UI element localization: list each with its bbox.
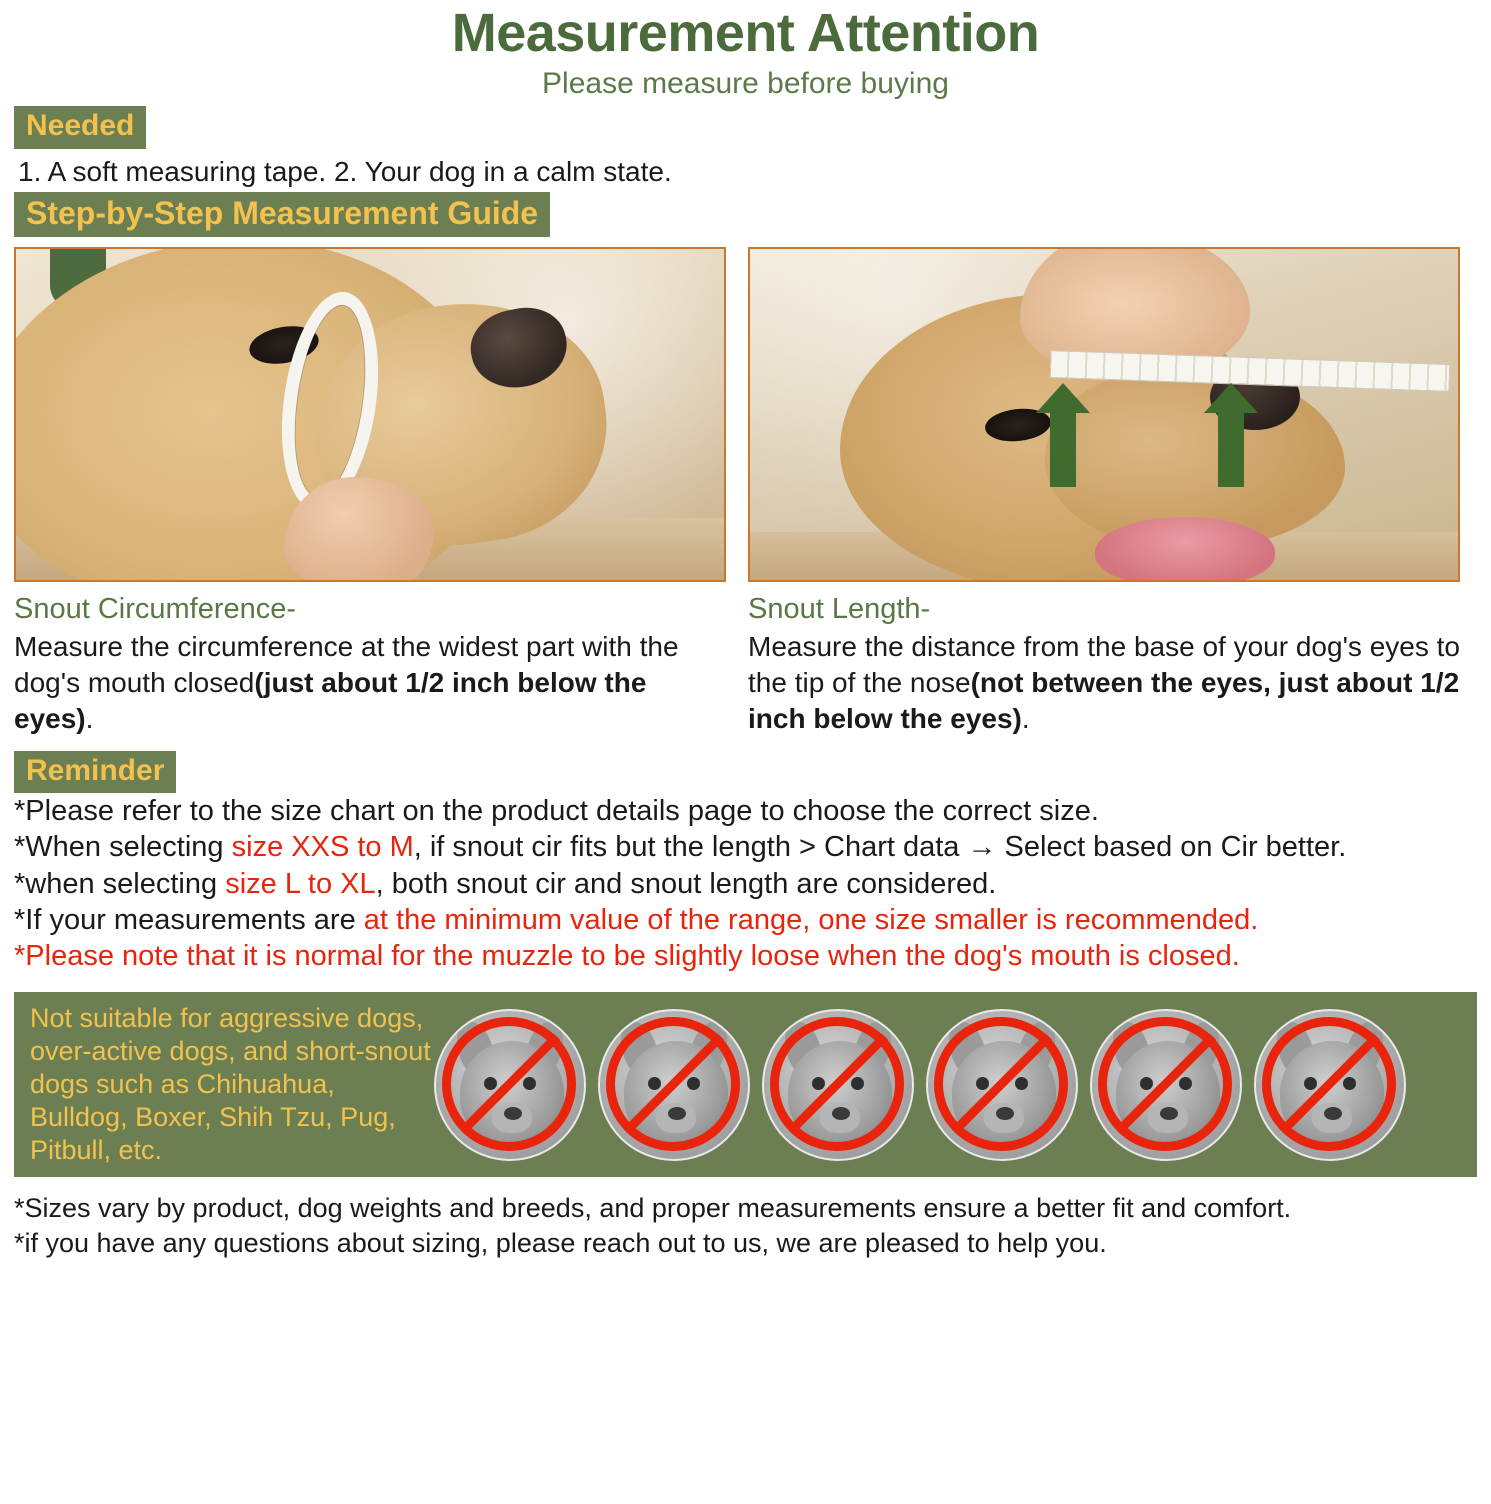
footer-line-1: *Sizes vary by product, dog weights and breeds, and proper measurements ensure a better fit and comfort. xyxy=(14,1193,1292,1224)
reminder-tag: Reminder xyxy=(14,751,176,794)
not-suitable-icons xyxy=(434,1009,1406,1161)
dog-tongue-shape xyxy=(1095,517,1275,582)
prohibition-icon xyxy=(770,1017,904,1151)
reminder-line-4 xyxy=(14,902,1477,938)
needed-section xyxy=(14,106,1477,188)
guide-tag: Step-by-Step Measurement Guide xyxy=(14,192,550,237)
reminder-line-4-a: *If your measurements are xyxy=(14,903,364,936)
page-title: Measurement Attention xyxy=(451,3,1040,63)
prohibition-icon xyxy=(934,1017,1068,1151)
caption-text-part1: Measure the distance from the base of your dog's eyes to the tip of the nose xyxy=(748,631,1460,698)
caption-text-part1: Measure the circumference at the widest part with the dog's mouth closed xyxy=(14,631,679,698)
caption-title-circumference: Snout Circumference- xyxy=(14,593,297,626)
reminder-line-1: *Please refer to the size chart on the product details page to choose the correct size. xyxy=(14,795,1099,828)
needed-tag: Needed xyxy=(14,106,146,149)
panel-snout-length xyxy=(748,247,1460,736)
prohibition-icon xyxy=(1098,1017,1232,1151)
reminder-line-5: *Please note that it is normal for the muzzle to be slightly loose when the dog's mouth is closed. xyxy=(14,940,1240,973)
not-suitable-text: Not suitable for aggressive dogs, over-active dogs, and short-snout dogs such as Chihuahua, Bulldog, Boxer, Shih Tzu, Pug, Pitbull, etc. xyxy=(30,1003,431,1166)
no-yorkie-icon xyxy=(598,1009,750,1161)
reminder-line-3-a: *when selecting xyxy=(14,867,226,900)
measurement-guide-page xyxy=(0,4,1491,1504)
no-bulldog-icon xyxy=(926,1009,1078,1161)
caption-text-part2: . xyxy=(1021,702,1030,734)
footer-line-2: *if you have any questions about sizing, please reach out to us, we are pleased to help you. xyxy=(14,1227,1107,1258)
page-subtitle: Please measure before buying xyxy=(542,67,949,101)
needed-text: 1. A soft measuring tape. 2. Your dog in a calm state. xyxy=(18,155,672,187)
no-french-bulldog-icon xyxy=(762,1009,914,1161)
reminder-line-2-a: *When selecting xyxy=(14,831,232,864)
up-arrow-icon xyxy=(1218,409,1244,487)
snout-circumference-photo xyxy=(14,247,726,582)
footer-notes xyxy=(14,1191,1477,1260)
reminder-line-2-b: , if snout cir fits but the length > Chart data → Select based on Cir better. xyxy=(413,831,1347,864)
caption-text-bold: (just about 1/2 inch below the eyes) xyxy=(14,666,647,734)
no-chihuahua-icon xyxy=(434,1009,586,1161)
guide-section xyxy=(14,192,1477,736)
prohibition-icon xyxy=(442,1017,576,1151)
reminder-line-4-highlight: at the minimum value of the range, one size smaller is recommended. xyxy=(363,903,1259,936)
guide-panels xyxy=(14,247,1477,736)
no-pitbull-icon xyxy=(1254,1009,1406,1161)
reminder-line-3 xyxy=(14,866,1477,902)
caption-text-part2: . xyxy=(85,702,94,734)
reminder-section xyxy=(14,751,1477,975)
reminder-line-2 xyxy=(14,829,1477,865)
no-pug-icon xyxy=(1090,1009,1242,1161)
reminder-line-3-b: , both snout cir and snout length are considered. xyxy=(375,867,997,900)
up-arrow-icon xyxy=(1050,409,1076,487)
reminder-line-3-highlight: size L to XL xyxy=(225,867,376,900)
prohibition-icon xyxy=(1262,1017,1396,1151)
panel-snout-circumference xyxy=(14,247,726,736)
caption-body-circumference xyxy=(14,629,726,736)
caption-body-length xyxy=(748,629,1460,736)
caption-text-bold: (not between the eyes, just about 1/2 inch below the eyes) xyxy=(748,666,1460,734)
caption-title-length: Snout Length- xyxy=(748,593,931,626)
not-suitable-band xyxy=(14,992,1477,1177)
snout-length-photo xyxy=(748,247,1460,582)
prohibition-icon xyxy=(606,1017,740,1151)
reminder-line-2-highlight: size XXS to M xyxy=(231,831,414,864)
